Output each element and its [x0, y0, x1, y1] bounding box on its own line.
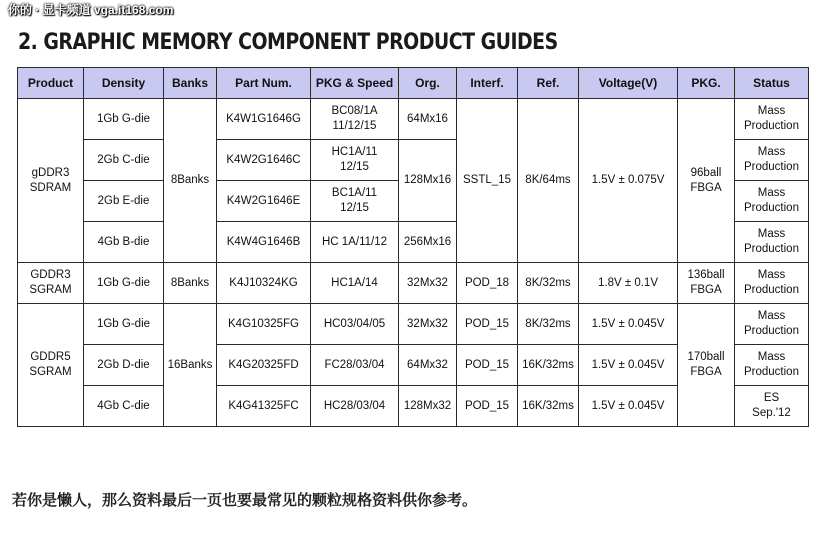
table-row	[18, 263, 809, 304]
density-cell: 4Gb B-die	[84, 222, 164, 263]
pkg-speed-cell: FC28/03/04	[311, 345, 399, 386]
pkg-speed-cell: BC1A/11 12/15	[311, 181, 399, 222]
status-cell: Mass Production	[735, 181, 809, 222]
status-cell: Mass Production	[735, 263, 809, 304]
pkg-speed-cell: HC28/03/04	[311, 386, 399, 427]
product-cell: gDDR3 SDRAM	[18, 99, 84, 263]
header-density: Density	[84, 68, 164, 99]
banks-cell: 16Banks	[164, 304, 217, 427]
org-cell: 32Mx32	[399, 263, 457, 304]
part-num-cell: K4W2G1646E	[217, 181, 311, 222]
pkg-speed-cell: BC08/1A 11/12/15	[311, 99, 399, 140]
interf-cell: POD_15	[457, 345, 518, 386]
voltage-cell: 1.8V ± 0.1V	[579, 263, 678, 304]
density-cell: 1Gb G-die	[84, 304, 164, 345]
part-num-cell: K4G41325FC	[217, 386, 311, 427]
voltage-cell: 1.5V ± 0.045V	[579, 386, 678, 427]
status-cell: Mass Production	[735, 99, 809, 140]
table-row	[18, 99, 809, 140]
org-cell: 128Mx32	[399, 386, 457, 427]
interf-cell: POD_15	[457, 386, 518, 427]
header-part-num: Part Num.	[217, 68, 311, 99]
site-watermark: 你的 · 显卡频道 vga.it168.com	[8, 3, 174, 17]
pkg-cell: 96ball FBGA	[678, 99, 735, 263]
pkg-cell: 136ball FBGA	[678, 263, 735, 304]
memory-product-table	[17, 67, 809, 427]
density-cell: 1Gb G-die	[84, 263, 164, 304]
density-cell: 2Gb C-die	[84, 140, 164, 181]
part-num-cell: K4W2G1646C	[217, 140, 311, 181]
part-num-cell: K4G10325FG	[217, 304, 311, 345]
header-product: Product	[18, 68, 84, 99]
interf-cell: SSTL_15	[457, 99, 518, 263]
interf-cell: POD_18	[457, 263, 518, 304]
header-pkg-speed: PKG & Speed	[311, 68, 399, 99]
density-cell: 2Gb D-die	[84, 345, 164, 386]
ref-cell: 8K/32ms	[518, 304, 579, 345]
pkg-speed-cell: HC1A/11 12/15	[311, 140, 399, 181]
ref-cell: 8K/32ms	[518, 263, 579, 304]
pkg-speed-cell: HC 1A/11/12	[311, 222, 399, 263]
page-title: 2. GRAPHIC MEMORY COMPONENT PRODUCT GUIDES	[18, 30, 558, 55]
voltage-cell: 1.5V ± 0.045V	[579, 304, 678, 345]
pkg-speed-cell: HC1A/14	[311, 263, 399, 304]
footer-note: 若你是懒人，那么资料最后一页也要最常见的颗粒规格资料供你参考。	[12, 492, 478, 509]
product-cell: GDDR3 SGRAM	[18, 263, 84, 304]
interf-cell: POD_15	[457, 304, 518, 345]
pkg-cell: 170ball FBGA	[678, 304, 735, 427]
ref-cell: 8K/64ms	[518, 99, 579, 263]
header-voltage: Voltage(V)	[579, 68, 678, 99]
status-cell: ES Sep.'12	[735, 386, 809, 427]
pkg-speed-cell: HC03/04/05	[311, 304, 399, 345]
header-pkg: PKG.	[678, 68, 735, 99]
banks-cell: 8Banks	[164, 99, 217, 263]
header-ref: Ref.	[518, 68, 579, 99]
part-num-cell: K4J10324KG	[217, 263, 311, 304]
header-org: Org.	[399, 68, 457, 99]
header-status: Status	[735, 68, 809, 99]
header-row	[18, 68, 809, 99]
part-num-cell: K4W4G1646B	[217, 222, 311, 263]
banks-cell: 8Banks	[164, 263, 217, 304]
density-cell: 2Gb E-die	[84, 181, 164, 222]
header-interf: Interf.	[457, 68, 518, 99]
status-cell: Mass Production	[735, 222, 809, 263]
density-cell: 4Gb C-die	[84, 386, 164, 427]
part-num-cell: K4G20325FD	[217, 345, 311, 386]
table-row	[18, 304, 809, 345]
org-cell: 64Mx16	[399, 99, 457, 140]
product-cell: GDDR5 SGRAM	[18, 304, 84, 427]
voltage-cell: 1.5V ± 0.075V	[579, 99, 678, 263]
org-cell: 256Mx16	[399, 222, 457, 263]
org-cell: 64Mx32	[399, 345, 457, 386]
ref-cell: 16K/32ms	[518, 386, 579, 427]
status-cell: Mass Production	[735, 304, 809, 345]
org-cell: 128Mx16	[399, 140, 457, 222]
part-num-cell: K4W1G1646G	[217, 99, 311, 140]
status-cell: Mass Production	[735, 140, 809, 181]
status-cell: Mass Production	[735, 345, 809, 386]
ref-cell: 16K/32ms	[518, 345, 579, 386]
voltage-cell: 1.5V ± 0.045V	[579, 345, 678, 386]
header-banks: Banks	[164, 68, 217, 99]
org-cell: 32Mx32	[399, 304, 457, 345]
density-cell: 1Gb G-die	[84, 99, 164, 140]
